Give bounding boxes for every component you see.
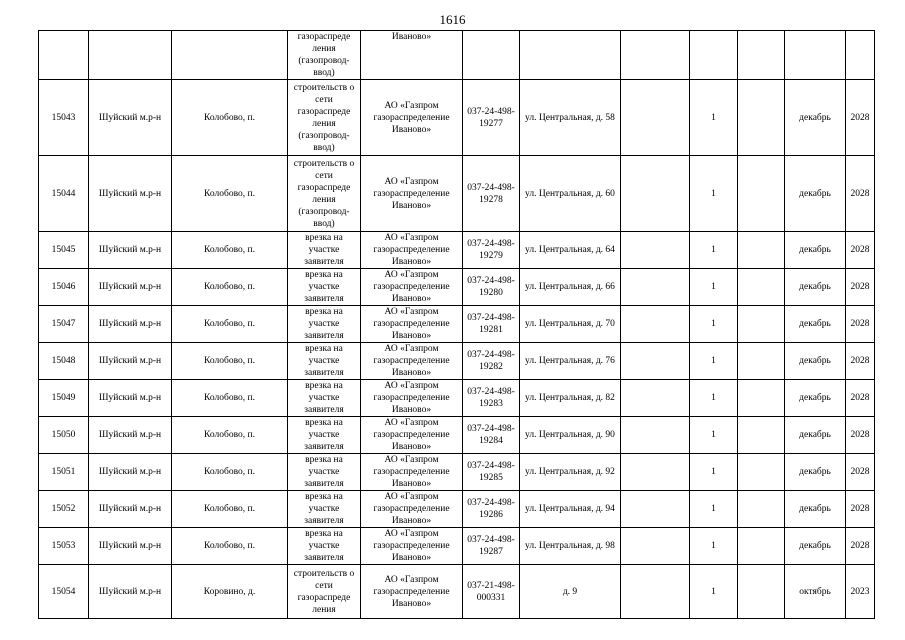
cell-year: 2028 [846, 380, 875, 417]
cell-empty [738, 454, 785, 491]
cell-year: 2028 [846, 491, 875, 528]
cell-place: Колобово, п. [172, 232, 288, 269]
cell-year: 2028 [846, 232, 875, 269]
cell-empty [738, 80, 785, 156]
cell-organization: АО «Газпром газораспределение Иваново» [361, 343, 463, 380]
cell-id: 15051 [39, 454, 89, 491]
cell-address: ул. Центральная, д. 92 [520, 454, 621, 491]
cell-code: 037-24-498-19285 [463, 454, 520, 491]
cell-place: Колобово, п. [172, 528, 288, 565]
cell-month: декабрь [785, 80, 846, 156]
cell-organization: АО «Газпром газораспределение Иваново» [361, 380, 463, 417]
cell-quantity: 1 [690, 565, 738, 619]
cell-place: Колобово, п. [172, 417, 288, 454]
cell-place: Колобово, п. [172, 343, 288, 380]
cell-id: 15053 [39, 528, 89, 565]
cell-district: Шуйский м.р-н [89, 417, 172, 454]
cell-empty [621, 31, 690, 80]
cell-year: 2028 [846, 454, 875, 491]
cell-code: 037-24-498-19286 [463, 491, 520, 528]
cell-month [785, 31, 846, 80]
cell-id: 15043 [39, 80, 89, 156]
table-row [39, 565, 875, 619]
cell-month: декабрь [785, 232, 846, 269]
cell-year: 2028 [846, 80, 875, 156]
cell-district: Шуйский м.р-н [89, 343, 172, 380]
cell-organization: АО «Газпром газораспределение Иваново» [361, 491, 463, 528]
cell-year: 2028 [846, 269, 875, 306]
cell-district: Шуйский м.р-н [89, 269, 172, 306]
cell-id: 15047 [39, 306, 89, 343]
table-row [39, 454, 875, 491]
cell-quantity: 1 [690, 232, 738, 269]
cell-organization: АО «Газпром газораспределение Иваново» [361, 306, 463, 343]
cell-work-type: врезка на участке заявителя [288, 491, 361, 528]
cell-work-type: врезка на участке заявителя [288, 417, 361, 454]
table-row-continued [39, 31, 875, 80]
cell-organization: АО «Газпром газораспределение Иваново» [361, 454, 463, 491]
cell-empty [738, 491, 785, 528]
cell-district: Шуйский м.р-н [89, 380, 172, 417]
cell-empty [621, 491, 690, 528]
cell-month: декабрь [785, 454, 846, 491]
cell-district: Шуйский м.р-н [89, 565, 172, 619]
cell-id: 15052 [39, 491, 89, 528]
cell-organization: Иваново» [361, 31, 463, 80]
cell-year: 2028 [846, 528, 875, 565]
cell-address: ул. Центральная, д. 60 [520, 156, 621, 232]
cell-address: ул. Центральная, д. 76 [520, 343, 621, 380]
cell-work-type: врезка на участке заявителя [288, 454, 361, 491]
table-row [39, 306, 875, 343]
cell-code: 037-24-498-19277 [463, 80, 520, 156]
table-row [39, 417, 875, 454]
cell-work-type: строительств о сети газораспреде ления [288, 565, 361, 619]
table-row [39, 232, 875, 269]
cell-empty [621, 454, 690, 491]
cell-place: Колобово, п. [172, 380, 288, 417]
cell-month: декабрь [785, 343, 846, 380]
cell-code: 037-24-498-19287 [463, 528, 520, 565]
cell-empty [738, 343, 785, 380]
table-row [39, 528, 875, 565]
cell-empty [621, 80, 690, 156]
cell-empty [738, 380, 785, 417]
cell-place: Колобово, п. [172, 491, 288, 528]
cell-quantity [690, 31, 738, 80]
cell-month: декабрь [785, 491, 846, 528]
cell-month: декабрь [785, 269, 846, 306]
cell-address: ул. Центральная, д. 64 [520, 232, 621, 269]
cell-month: декабрь [785, 417, 846, 454]
table-row [39, 380, 875, 417]
cell-empty [621, 417, 690, 454]
cell-id: 15044 [39, 156, 89, 232]
cell-month: декабрь [785, 528, 846, 565]
cell-id: 15048 [39, 343, 89, 380]
cell-month: октябрь [785, 565, 846, 619]
cell-code: 037-24-498-19283 [463, 380, 520, 417]
cell-work-type: врезка на участке заявителя [288, 380, 361, 417]
cell-year: 2028 [846, 343, 875, 380]
cell-work-type: газораспреде ления (газопровод- ввод) [288, 31, 361, 80]
cell-address: ул. Центральная, д. 70 [520, 306, 621, 343]
cell-empty [738, 269, 785, 306]
table-row [39, 491, 875, 528]
cell-address: ул. Центральная, д. 98 [520, 528, 621, 565]
cell-id: 15046 [39, 269, 89, 306]
cell-organization: АО «Газпром газораспределение Иваново» [361, 156, 463, 232]
cell-place [172, 31, 288, 80]
table-body [39, 31, 875, 619]
cell-organization: АО «Газпром газораспределение Иваново» [361, 528, 463, 565]
cell-organization: АО «Газпром газораспределение Иваново» [361, 417, 463, 454]
cell-district: Шуйский м.р-н [89, 306, 172, 343]
cell-address: ул. Центральная, д. 94 [520, 491, 621, 528]
table-row [39, 269, 875, 306]
cell-month: декабрь [785, 156, 846, 232]
cell-place: Колобово, п. [172, 156, 288, 232]
register-table [38, 30, 875, 619]
cell-work-type: врезка на участке заявителя [288, 306, 361, 343]
cell-place: Колобово, п. [172, 80, 288, 156]
page-number: 1616 [439, 12, 466, 27]
cell-organization: АО «Газпром газораспределение Иваново» [361, 269, 463, 306]
cell-work-type: врезка на участке заявителя [288, 232, 361, 269]
cell-empty [738, 232, 785, 269]
cell-code: 037-24-498-19284 [463, 417, 520, 454]
cell-work-type: врезка на участке заявителя [288, 269, 361, 306]
cell-code [463, 31, 520, 80]
cell-address [520, 31, 621, 80]
cell-id: 15045 [39, 232, 89, 269]
cell-quantity: 1 [690, 269, 738, 306]
cell-code: 037-24-498-19280 [463, 269, 520, 306]
cell-organization: АО «Газпром газораспределение Иваново» [361, 80, 463, 156]
cell-code: 037-24-498-19282 [463, 343, 520, 380]
cell-address: ул. Центральная, д. 82 [520, 380, 621, 417]
cell-empty [621, 269, 690, 306]
cell-empty [621, 156, 690, 232]
cell-month: декабрь [785, 380, 846, 417]
cell-empty [621, 306, 690, 343]
cell-quantity: 1 [690, 454, 738, 491]
cell-district: Шуйский м.р-н [89, 232, 172, 269]
cell-empty [621, 380, 690, 417]
cell-place: Колобово, п. [172, 306, 288, 343]
cell-empty [738, 417, 785, 454]
cell-empty [738, 156, 785, 232]
cell-address: ул. Центральная, д. 66 [520, 269, 621, 306]
cell-quantity: 1 [690, 80, 738, 156]
cell-empty [621, 565, 690, 619]
cell-quantity: 1 [690, 343, 738, 380]
cell-empty [738, 31, 785, 80]
cell-empty [621, 528, 690, 565]
cell-code: 037-24-498-19278 [463, 156, 520, 232]
cell-organization: АО «Газпром газораспределение Иваново» [361, 565, 463, 619]
cell-year [846, 31, 875, 80]
table-row [39, 156, 875, 232]
cell-address: д. 9 [520, 565, 621, 619]
cell-quantity: 1 [690, 491, 738, 528]
cell-quantity: 1 [690, 156, 738, 232]
cell-empty [621, 232, 690, 269]
cell-year: 2028 [846, 306, 875, 343]
table-row [39, 343, 875, 380]
cell-empty [738, 565, 785, 619]
cell-quantity: 1 [690, 306, 738, 343]
cell-empty [738, 306, 785, 343]
table-row [39, 80, 875, 156]
cell-year: 2028 [846, 417, 875, 454]
cell-district: Шуйский м.р-н [89, 80, 172, 156]
cell-year: 2028 [846, 156, 875, 232]
cell-id: 15054 [39, 565, 89, 619]
cell-work-type: строительств о сети газораспреде ления (газопровод- ввод) [288, 80, 361, 156]
cell-id [39, 31, 89, 80]
cell-district: Шуйский м.р-н [89, 454, 172, 491]
cell-address: ул. Центральная, д. 58 [520, 80, 621, 156]
cell-code: 037-24-498-19281 [463, 306, 520, 343]
cell-quantity: 1 [690, 380, 738, 417]
cell-organization: АО «Газпром газораспределение Иваново» [361, 232, 463, 269]
cell-place: Коровино, д. [172, 565, 288, 619]
cell-empty [621, 343, 690, 380]
cell-work-type: строительств о сети газораспреде ления (газопровод- ввод) [288, 156, 361, 232]
cell-work-type: врезка на участке заявителя [288, 528, 361, 565]
cell-code: 037-21-498-000331 [463, 565, 520, 619]
cell-id: 15049 [39, 380, 89, 417]
cell-place: Колобово, п. [172, 269, 288, 306]
cell-id: 15050 [39, 417, 89, 454]
cell-place: Колобово, п. [172, 454, 288, 491]
cell-district: Шуйский м.р-н [89, 528, 172, 565]
cell-address: ул. Центральная, д. 90 [520, 417, 621, 454]
cell-work-type: врезка на участке заявителя [288, 343, 361, 380]
cell-month: декабрь [785, 306, 846, 343]
cell-quantity: 1 [690, 528, 738, 565]
cell-empty [738, 528, 785, 565]
cell-district: Шуйский м.р-н [89, 156, 172, 232]
cell-quantity: 1 [690, 417, 738, 454]
cell-code: 037-24-498-19279 [463, 232, 520, 269]
cell-district: Шуйский м.р-н [89, 491, 172, 528]
cell-district [89, 31, 172, 80]
cell-year: 2023 [846, 565, 875, 619]
